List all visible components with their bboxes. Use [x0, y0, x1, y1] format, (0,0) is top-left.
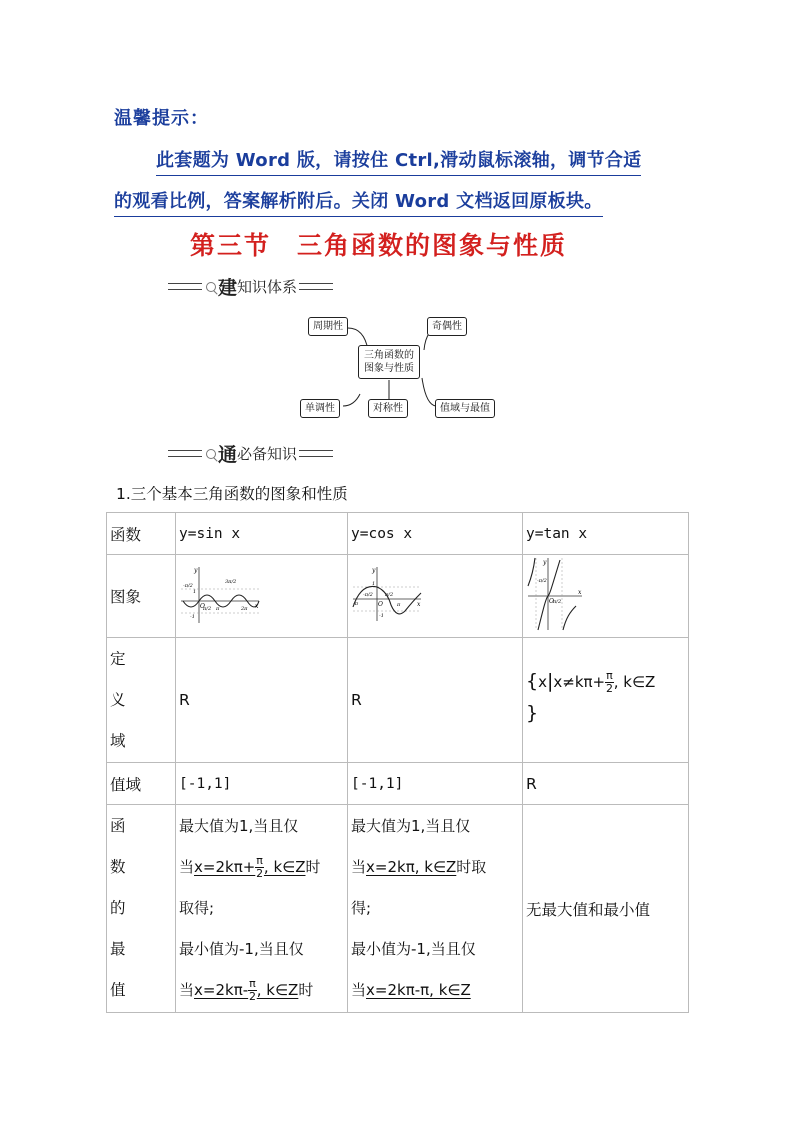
row-label: 值域: [107, 763, 176, 805]
magnifier-icon: [206, 449, 216, 459]
sin-graph: [179, 563, 261, 625]
row-label-char: 域: [110, 731, 126, 750]
sin-min-condition: 当x=2kπ- $\frac{\pi}{2}$ , k∈Z时: [179, 977, 314, 1003]
pi-over-2: $\frac{\pi}{2}$: [605, 668, 613, 695]
sin-min-text: 最小值为-1,当且仅: [179, 940, 304, 958]
magnifier-icon: [206, 282, 216, 292]
tick-label: π: [216, 606, 220, 612]
banner-label: 知识体系: [237, 278, 298, 296]
axis-label-y: y: [372, 567, 376, 574]
tick-label: π: [397, 602, 401, 608]
tick-label: -1: [190, 614, 195, 620]
subheading: 1.三个基本三角函数的图象和性质: [116, 485, 348, 503]
origin-label: O: [378, 601, 383, 608]
axis-label-y: y: [194, 567, 198, 574]
cos-min-text: 最小值为-1,当且仅: [351, 940, 476, 958]
cos-extrema: [348, 805, 523, 1013]
banner-badge: 建: [218, 277, 238, 299]
row-label-char: 数: [110, 858, 126, 876]
knowledge-system-banner: [168, 273, 333, 300]
tan-domain-cond: x≠kπ+: [553, 672, 606, 691]
mind-map-center-node: [358, 345, 420, 379]
mind-map-node-monotonic: 单调性: [300, 399, 340, 418]
mind-map: [296, 310, 502, 420]
tick-label: π/2: [203, 606, 212, 612]
tan-extrema: 无最大值和最小值: [523, 805, 689, 1013]
banner-label: 必备知识: [237, 445, 298, 463]
row-label-char: 的: [110, 899, 126, 917]
section-title: [190, 226, 567, 262]
tick-label: π/2: [553, 599, 562, 605]
section-number: 第三节: [190, 231, 272, 260]
sin-max-text: 最大值为1,当且仅: [179, 817, 299, 835]
tip-title: 温馨提示：: [114, 108, 209, 129]
axis-label-y: y: [543, 559, 547, 566]
tan-graph: [526, 556, 586, 632]
cos-max-condition: 当x=2kπ, k∈Z时取: [351, 858, 487, 876]
row-label: 图象: [107, 555, 176, 638]
tick-label: π/2: [385, 592, 394, 598]
section-name: 三角函数的图象与性质: [297, 231, 568, 260]
table-row-header: [107, 513, 689, 555]
sin-max-condition: 当x=2kπ+ $\frac{\pi}{2}$ , k∈Z时: [179, 854, 321, 880]
cos-domain: R: [348, 638, 523, 763]
tick-label: -π/2: [183, 583, 193, 589]
row-label: [107, 638, 176, 763]
cos-graph: [351, 563, 423, 625]
tan-domain-z: , k∈Z: [613, 672, 656, 691]
axis-label-x: x: [255, 603, 259, 610]
origin-label: O: [200, 603, 205, 610]
tip-line-1: 此套题为 Word 版，请按住 Ctrl,滑动鼠标滚轴，调节合适: [156, 146, 641, 176]
cos-max-end: 得;: [351, 899, 372, 917]
tick-label: 1: [193, 589, 197, 595]
mind-map-node-range: 值域与最值: [435, 399, 495, 418]
tan-domain-var: x: [538, 672, 547, 691]
sin-domain: R: [176, 638, 348, 763]
tick-label: -π/2: [537, 578, 547, 584]
header-cell: 函数: [107, 513, 176, 555]
sin-graph-cell: [176, 555, 348, 638]
table-row-extrema: [107, 805, 689, 1013]
tan-graph-cell: [523, 555, 689, 638]
table-row-graph: [107, 555, 689, 638]
tick-label: 2π: [241, 606, 248, 612]
tan-range: R: [523, 763, 689, 805]
header-cell: y=tan x: [523, 513, 689, 555]
banner-badge: 通: [218, 444, 238, 466]
mind-map-node-period: 周期性: [308, 317, 348, 336]
tick-label: -π/2: [363, 592, 373, 598]
banner-lines: [299, 450, 333, 457]
sin-extrema: [176, 805, 348, 1013]
sin-max-end: 取得;: [179, 899, 215, 917]
row-label-char: 最: [110, 940, 126, 958]
tick-label: -1: [379, 613, 384, 619]
mind-map-node-symmetry: 对称性: [368, 399, 408, 418]
banner-lines: [168, 283, 202, 290]
tan-domain: {x|x≠kπ+ $\frac{\pi}{2}$ , k∈Z }: [523, 638, 689, 763]
sin-range: [-1,1]: [176, 763, 348, 805]
essential-knowledge-banner: [168, 440, 333, 467]
header-cell: y=cos x: [348, 513, 523, 555]
cos-min-condition: 当x=2kπ-π, k∈Z: [351, 981, 471, 999]
cos-max-text: 最大值为1,当且仅: [351, 817, 471, 835]
banner-lines: [299, 283, 333, 290]
row-label: [107, 805, 176, 1013]
center-line-2: 图象与性质: [364, 363, 414, 374]
axis-label-x: x: [417, 601, 421, 608]
axis-label-x: x: [578, 589, 582, 596]
cos-graph-cell: [348, 555, 523, 638]
row-label-char: 定: [110, 649, 126, 668]
mind-map-node-parity: 奇偶性: [427, 317, 467, 336]
header-cell: y=sin x: [176, 513, 348, 555]
tick-label: 3π/2: [225, 579, 237, 585]
table-row-range: [107, 763, 689, 805]
banner-lines: [168, 450, 202, 457]
table-row-domain: [107, 638, 689, 763]
origin-label: O: [549, 598, 554, 605]
tick-label: 1: [372, 581, 376, 587]
center-line-1: 三角函数的: [364, 350, 414, 361]
row-label-char: 义: [110, 690, 126, 709]
row-label-char: 函: [110, 817, 126, 835]
tick-label: -π: [353, 601, 358, 607]
tip-line-2: 的观看比例，答案解析附后。关闭 Word 文档返回原板块。: [114, 187, 603, 217]
row-label-char: 值: [110, 981, 126, 999]
cos-range: [-1,1]: [348, 763, 523, 805]
trig-properties-table: [106, 512, 689, 1013]
